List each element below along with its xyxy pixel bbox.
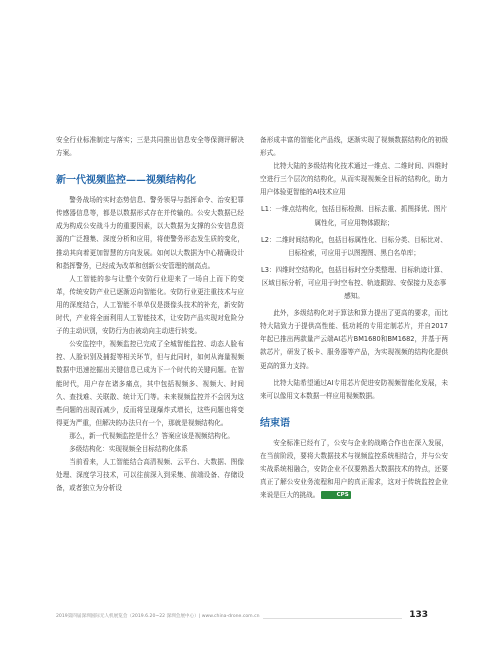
list-item: L3：四维时空结构化，包括目标时空分类整理、目标轨迹计算、区域目标分析，可应用于时空布控、轨迹跟踪、安保接力及态事感知。 [261, 265, 447, 301]
page-footer [56, 612, 428, 624]
paragraph: 比特大陆的多级结构化技术通过一维点、二维时间、四维时空进行三个层次的结构化，从而实现视频全目标的结构化，助力用户体验更智能的AI技术应用 [260, 162, 448, 197]
paragraph: 安全行业标准制定与落实；三是共同推出信息安全等保测评解决方案。 [56, 136, 244, 158]
page-number: 133 [409, 610, 428, 620]
subheading: 多级结构化：实现视频全目标结构化体系 [69, 444, 188, 453]
paragraph: 人工智能的参与让整个安防行业迎来了一场自上而下的变革，传统安防产业已逐渐迈向智能化。安防行业更注重技术与应用的深度结合，人工智能不单单仅是摄像头技术的补充，新安防时代，产业将全面利用人工智能技术，让安防产品实现对危险分子的主动识别，安防行为由被动向主动进行转变。 [56, 274, 244, 336]
list-item: L2：二维时间结构化，包括目标属性化、目标分类、目标比对、目标检索，可应用于以图搜图、黑白名单库； [261, 235, 447, 257]
left-column [56, 134, 244, 495]
section-heading: 新一代视频监控——视频结构化 [56, 175, 196, 187]
paragraph: 当前看来，人工智能结合高清视频、云平台、大数据、图像处理、深度学习技术，可以往前深入到采集、前端设备、存储设备，或者独立为分析设 [56, 458, 244, 493]
paragraph: 比特大陆希望通过AI专用芯片促进安防视频智能化发展，未来可以像用文本数据一样应用视频数据。 [260, 378, 448, 400]
paragraph: 此外，多级结构化对于算法和算力提出了更高的要求，而比特大陆致力于提供高性能、低功耗的专用定制芯片，并自2017年起已推出两款量产云端AI芯片BM1680和BM1682，并基于两款芯片，研发了板卡、服务器等产品，为实现视频的结构化提供更高的算力支持。 [260, 309, 448, 370]
section-heading: 结束语 [260, 417, 290, 429]
list-item: L1：一维点结构化，包括目标检测、目标去重、抓图择优、图片属性化，可应用物体跟踪； [261, 205, 447, 227]
footer-text: 2019第四届深圳国际无人机展览会（2019.6.20~22 深圳会展中心）| www.china-drone.com.cn [56, 613, 263, 619]
paragraph-text: 安全标准已经有了，公安与企业的战略合作也在深入发展，在当前阶段，要将大数据技术与视频监控系统相结合，并与公安实战系统相融合，安防企业不仅要熟悉大数据技术的特点，还要真正了解公安业务流程和用户的真正需求，这对于传统监控企业来说是巨大的挑战。 [260, 438, 448, 500]
right-column [260, 134, 448, 502]
paragraph: 警务战场的实时态势信息、警务领导与指挥命令、治安犯罪传感器信息等，都是以数据形式存在并传输的。公安大数据已经成为构成公安战斗力的重要因素，以大数据为支撑的公安信息资源的广泛搜集、深度分析和应用，将使警务形态发生质的变化，推动其向着更加智慧的方向发展。如何以大数据为中心精确设计和指挥警务，已经成为改革和创新公安管理的制高点。 [56, 196, 244, 270]
paragraph: 公安监控中，视频监控已完成了全城智能监控、动态人脸布控、人脸识别及捕捉等相关环节，但与此同时，如何从海量视频数据中迅速挖掘出关键信息已成为下一个时代的关键问题。在智能时代，用户存在诸多痛点，其中包括视频多、视频大、时间久、查找难、关联散、统计无门等。未来视频监控并不会因为这些问题的出现而减少，反而将呈现爆炸式增长，这些问题也将变得更为严重，但解决的办法只有一个，那就是视频结构化。 [56, 340, 244, 427]
end-mark: CPS [321, 491, 350, 499]
paragraph: 那么，新一代视频监控是什么？答案应该是视频结构化。 [69, 431, 235, 440]
paragraph: 备形成丰富的智能化产品线，逐渐实现了视频数据结构化的初级形式。 [260, 136, 448, 158]
paragraph [260, 437, 448, 502]
